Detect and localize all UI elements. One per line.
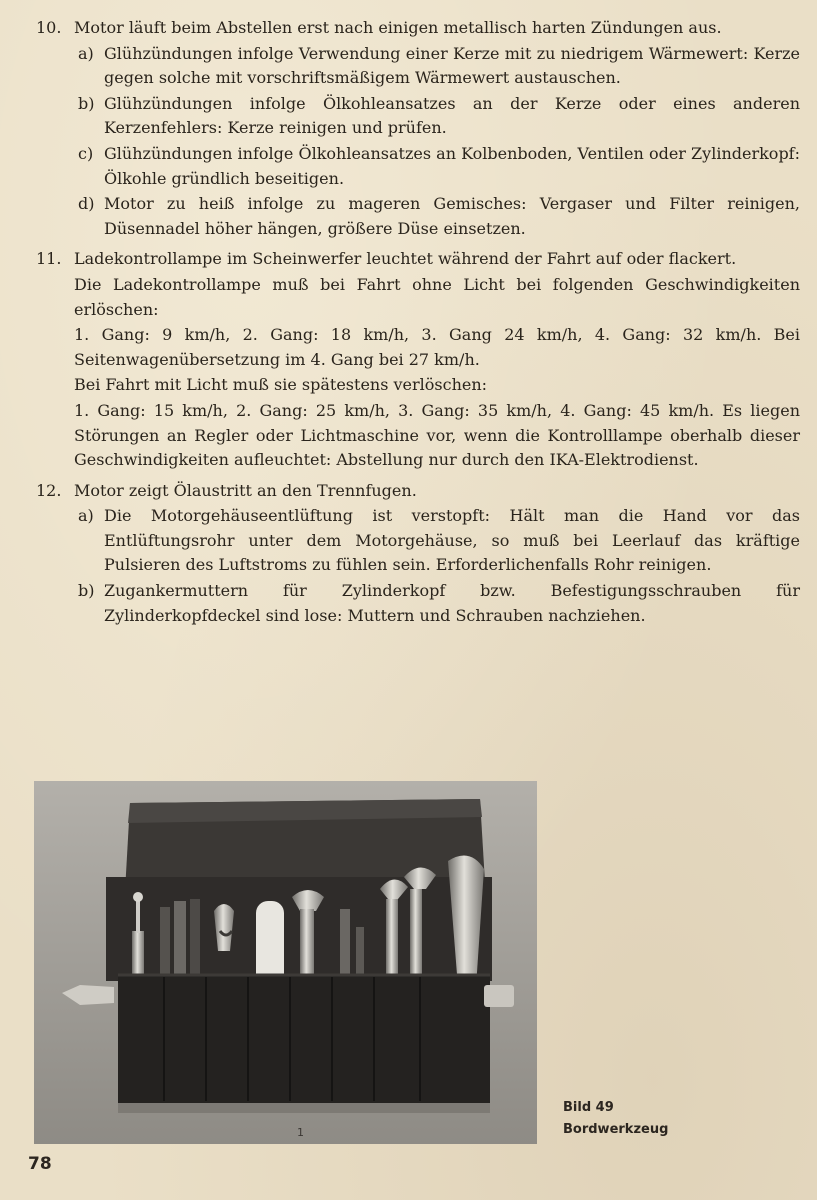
- item-paragraph: Bei Fahrt mit Licht muß sie spätestens verlöschen:: [74, 375, 488, 395]
- sub-letter: c): [78, 143, 94, 163]
- item-paragraph: Die Ladekontrollampe muß bei Fahrt ohne Licht bei folgenden Geschwindigkeiten erlöschen:: [74, 274, 800, 319]
- sub-text: Glühzündungen infolge Ölkohleansatzes an der Kerze oder eines anderen Kerzenfehlers: Kerze reinigen und prüfen.: [104, 93, 800, 138]
- item-title: Motor zeigt Ölaustritt an den Trennfugen.: [74, 480, 417, 500]
- sub-item-c: [74, 142, 800, 191]
- sub-item-b: [74, 92, 800, 141]
- item-number: 12.: [36, 480, 62, 500]
- item-number: 11.: [36, 249, 62, 269]
- item-10: [34, 16, 800, 241]
- sub-letter: a): [78, 506, 94, 526]
- sub-text: Zugankermuttern für Zylinderkopf bzw. Befestigungsschrauben für Zylinderkopfdeckel sind lose: Muttern und Schrauben nachziehen.: [104, 581, 800, 625]
- sub-letter: b): [78, 581, 95, 601]
- sub-item-b: [74, 579, 800, 628]
- figure-caption: [563, 1097, 668, 1141]
- sub-text: Die Motorgehäuseentlüftung ist verstopft: Hält man die Hand vor das Entlüftungsrohr unter dem Motorgehäuse, so muß bei Leerlauf das kräftige Pulsieren des Luftstroms zu fühlen sein. Erforderlichenfalls Rohr reinigen.: [104, 506, 800, 575]
- figure-mark: 1: [297, 1126, 304, 1139]
- sub-text: Glühzündungen infolge Ölkohleansatzes an Kolbenboden, Ventilen oder Zylinderkopf: Ölkohle gründlich beseitigen.: [104, 143, 800, 188]
- item-title: Ladekontrollampe im Scheinwerfer leuchtet während der Fahrt auf oder flackert.: [74, 249, 737, 269]
- figure-label: Bild 49: [563, 1100, 614, 1115]
- item-paragraph: 1. Gang: 9 km/h, 2. Gang: 18 km/h, 3. Gang 24 km/h, 4. Gang: 32 km/h. Bei Seitenwagenübersetzung im 4. Gang bei 27 km/h.: [74, 325, 800, 369]
- figure-title: Bordwerkzeug: [563, 1122, 669, 1137]
- item-title: Motor läuft beim Abstellen erst nach einigen metallisch harten Zündungen aus.: [74, 18, 722, 37]
- item-11: [34, 247, 800, 472]
- sub-item-a: [74, 42, 800, 91]
- item-number: 10.: [36, 18, 62, 37]
- sub-letter: d): [78, 194, 95, 214]
- troubleshooting-text: [34, 16, 800, 628]
- page-number: 78: [28, 1154, 52, 1174]
- sub-text: Glühzündungen infolge Verwendung einer Kerze mit zu niedrigem Wärmewert: Kerze gegen solche mit vorschriftsmäßigem Wärmewert austauschen.: [104, 43, 800, 88]
- sub-text: Motor zu heiß infolge zu mageren Gemisches: Vergaser und Filter reinigen, Düsennadel höher hängen, größere Düse einsetzen.: [104, 194, 800, 238]
- sub-letter: a): [78, 43, 94, 63]
- sub-item-a: [74, 504, 800, 578]
- sub-item-d: [74, 192, 800, 241]
- item-12: [34, 479, 800, 629]
- item-paragraph: 1. Gang: 15 km/h, 2. Gang: 25 km/h, 3. Gang: 35 km/h, 4. Gang: 45 km/h. Es liegen Störungen an Regler oder Lichtmaschine vor, wenn die Kontrolllampe oberhalb dieser Geschwindigkeiten aufleuchtet: Abstellung nur durch den IKA-Elektrodienst.: [74, 400, 800, 470]
- toolkit-illustration: [34, 781, 537, 1144]
- toolkit-photo: [34, 781, 537, 1144]
- sub-letter: b): [78, 93, 95, 113]
